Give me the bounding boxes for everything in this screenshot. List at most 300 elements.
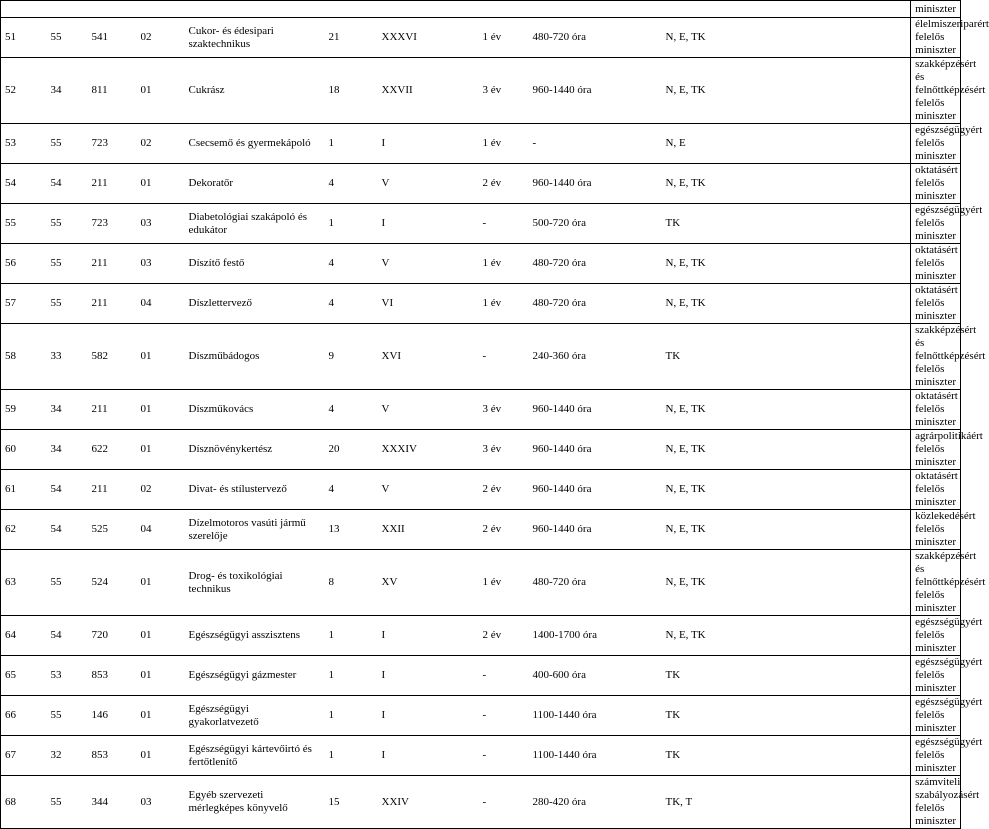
training-duration-cell [479, 244, 529, 284]
blank-cell-cell [771, 324, 911, 390]
training-duration: 3 év [482, 403, 502, 415]
code-part-1-cell [47, 244, 88, 284]
code-part-1-cell [47, 124, 88, 164]
blank-cell-cell [771, 430, 911, 470]
qualification-name: Diabetológiai szakápoló és edukátor [188, 210, 308, 236]
qualification-name: Díszlettervező [188, 297, 253, 309]
training-mode-cell [662, 616, 771, 656]
training-mode: N, E, TK [665, 257, 706, 269]
code-part-1: 53 [50, 669, 62, 681]
code-part-3-cell [137, 510, 185, 550]
code-part-3: 01 [140, 629, 152, 641]
code-part-3: 01 [140, 669, 152, 681]
sector-roman-numeral: XV [381, 576, 398, 588]
training-duration-cell [479, 430, 529, 470]
training-duration-cell [479, 164, 529, 204]
qualification-name-cell [185, 390, 325, 430]
qualification-name: Csecsemő és gyermekápoló [188, 137, 311, 149]
code-part-1: 55 [50, 31, 62, 43]
training-mode-cell [662, 18, 771, 58]
training-hours-cell [529, 204, 662, 244]
level-number: 20 [328, 443, 340, 455]
blank-cell-cell [771, 616, 911, 656]
code-part-3: 02 [140, 483, 152, 495]
code-part-1-cell [47, 470, 88, 510]
sector-roman-numeral: V [381, 403, 390, 415]
training-hours-cell [529, 324, 662, 390]
training-duration-cell [479, 58, 529, 124]
training-duration-cell [479, 550, 529, 616]
level-number: 1 [328, 629, 334, 641]
level-number-cell [325, 324, 378, 390]
training-mode-cell [662, 656, 771, 696]
code-part-2: 211 [91, 483, 108, 495]
training-duration: 2 év [482, 629, 502, 641]
training-mode-cell [662, 470, 771, 510]
training-hours: 960-1440 óra [532, 443, 592, 455]
code-part-3: 01 [140, 84, 152, 96]
sector-roman-numeral-cell [378, 204, 479, 244]
qualification-name: Díszműbádogos [188, 350, 260, 362]
level-number: 4 [328, 257, 334, 269]
responsible-minister: szakképzésért és felnőttképzésért felelős miniszter [915, 550, 986, 614]
training-hours: 1400-1700 óra [532, 629, 597, 641]
code-part-1: 54 [50, 483, 62, 495]
table-row [1, 616, 961, 656]
level-number-cell [325, 550, 378, 616]
code-part-3: 01 [140, 177, 152, 189]
row-number: 54 [5, 177, 16, 189]
training-mode: TK [665, 709, 681, 721]
continuation-blank-cell [1, 1, 911, 18]
qualification-name-cell [185, 430, 325, 470]
code-part-2-cell [88, 616, 137, 656]
code-part-3-cell [137, 550, 185, 616]
table-row [1, 284, 961, 324]
row-number-cell [1, 510, 47, 550]
row-number: 55 [5, 217, 16, 229]
training-duration: 1 év [482, 137, 502, 149]
code-part-1-cell [47, 656, 88, 696]
row-number: 57 [5, 297, 16, 309]
blank-cell-cell [771, 696, 911, 736]
level-number-cell [325, 776, 378, 829]
blank-cell-cell [771, 776, 911, 829]
code-part-2-cell [88, 736, 137, 776]
qualification-name-cell [185, 550, 325, 616]
code-part-3: 03 [140, 795, 152, 808]
code-part-2-cell [88, 510, 137, 550]
training-hours-cell [529, 696, 662, 736]
training-duration-cell [479, 470, 529, 510]
code-part-2-cell [88, 550, 137, 616]
sector-roman-numeral-cell [378, 284, 479, 324]
level-number: 1 [328, 217, 334, 229]
training-mode-cell [662, 284, 771, 324]
level-number-cell [325, 164, 378, 204]
code-part-3: 01 [140, 576, 152, 588]
sector-roman-numeral-cell [378, 244, 479, 284]
qualification-name-cell [185, 656, 325, 696]
code-part-3: 01 [140, 443, 152, 455]
table-row [1, 550, 961, 616]
training-hours-cell [529, 510, 662, 550]
table-row [1, 696, 961, 736]
code-part-1: 55 [50, 795, 62, 808]
table-row [1, 656, 961, 696]
code-part-2: 723 [91, 137, 108, 149]
training-mode-cell [662, 776, 771, 829]
training-duration: - [482, 795, 487, 808]
table-row [1, 244, 961, 284]
responsible-minister: számviteli szabályozásért felelős miniszter [915, 776, 980, 827]
responsible-minister-cell [911, 284, 961, 324]
training-mode: N, E, TK [665, 31, 706, 43]
level-number: 1 [328, 137, 334, 149]
level-number-cell [325, 58, 378, 124]
code-part-3-cell [137, 18, 185, 58]
table-row [1, 470, 961, 510]
sector-roman-numeral-cell [378, 550, 479, 616]
level-number: 4 [328, 297, 334, 309]
code-part-3: 02 [140, 31, 152, 43]
code-part-2-cell [88, 776, 137, 829]
qualification-name-cell [185, 776, 325, 829]
code-part-3-cell [137, 124, 185, 164]
training-hours-cell [529, 390, 662, 430]
training-mode-cell [662, 244, 771, 284]
qualification-name: Egészségügyi asszisztens [188, 629, 300, 641]
table-row [1, 58, 961, 124]
level-number-cell [325, 736, 378, 776]
code-part-3-cell [137, 776, 185, 829]
row-number-cell [1, 470, 47, 510]
table-row [1, 204, 961, 244]
blank-cell-cell [771, 284, 911, 324]
training-hours-cell [529, 124, 662, 164]
continuation-minister-cell [911, 1, 961, 18]
row-number-cell [1, 390, 47, 430]
responsible-minister-cell [911, 244, 961, 284]
responsible-minister: egészségügyért felelős miniszter [915, 616, 983, 654]
responsible-minister: egészségügyért felelős miniszter [915, 736, 983, 774]
responsible-minister-cell [911, 510, 976, 550]
training-hours: 500-720 óra [532, 217, 586, 229]
responsible-minister-cell [911, 390, 961, 430]
level-number: 21 [328, 31, 340, 43]
level-number-cell [325, 284, 378, 324]
code-part-2: 211 [91, 403, 108, 415]
code-part-2: 811 [91, 84, 108, 96]
qualification-name-cell [185, 284, 325, 324]
training-duration: - [482, 709, 487, 721]
row-number-cell [1, 656, 47, 696]
training-hours-cell [529, 616, 662, 656]
table-row [1, 164, 961, 204]
table-row [1, 510, 961, 550]
code-part-3: 04 [140, 297, 152, 309]
code-part-2-cell [88, 244, 137, 284]
training-mode: N, E, TK [665, 297, 706, 309]
level-number: 15 [328, 795, 340, 808]
level-number-cell [325, 430, 378, 470]
code-part-2: 541 [91, 31, 108, 43]
responsible-minister-cell [911, 430, 983, 470]
level-number: 4 [328, 177, 334, 189]
sector-roman-numeral-cell [378, 390, 479, 430]
training-hours: 1100-1440 óra [532, 749, 597, 761]
training-duration-cell [479, 656, 529, 696]
training-duration: 3 év [482, 84, 502, 96]
qualification-name: Dísznövénykertész [188, 443, 273, 455]
code-part-1-cell [47, 284, 88, 324]
responsible-minister: oktatásért felelős miniszter [915, 470, 958, 508]
qualification-name-cell [185, 124, 325, 164]
level-number-cell [325, 390, 378, 430]
training-hours: 480-720 óra [532, 576, 586, 588]
table-row [1, 124, 961, 164]
code-part-2-cell [88, 204, 137, 244]
training-mode: N, E, TK [665, 443, 706, 455]
training-duration: - [482, 217, 487, 229]
training-duration: 1 év [482, 31, 502, 43]
level-number-cell [325, 616, 378, 656]
training-hours-cell [529, 430, 662, 470]
responsible-minister: oktatásért felelős miniszter [915, 390, 958, 428]
training-duration: - [482, 749, 487, 761]
training-mode-cell [662, 124, 771, 164]
qualification-name-cell [185, 510, 325, 550]
code-part-1: 54 [50, 523, 62, 535]
row-number: 64 [5, 629, 16, 641]
responsible-minister-cell [911, 550, 986, 616]
training-hours: 480-720 óra [532, 257, 586, 269]
sector-roman-numeral-cell [378, 656, 479, 696]
row-number: 63 [5, 576, 16, 588]
code-part-1-cell [47, 776, 88, 829]
code-part-1: 33 [50, 350, 62, 362]
code-part-3-cell [137, 616, 185, 656]
code-part-3-cell [137, 58, 185, 124]
code-part-2-cell [88, 656, 137, 696]
table-row [1, 390, 961, 430]
continuation-minister-text: miniszter [915, 2, 956, 15]
code-part-1-cell [47, 18, 88, 58]
training-mode: N, E, TK [665, 84, 706, 96]
code-part-1: 34 [50, 443, 62, 455]
code-part-2-cell [88, 324, 137, 390]
code-part-3-cell [137, 284, 185, 324]
code-part-3-cell [137, 470, 185, 510]
row-number: 53 [5, 137, 16, 149]
code-part-2: 622 [91, 443, 108, 455]
responsible-minister-cell [911, 324, 986, 390]
responsible-minister: oktatásért felelős miniszter [915, 164, 958, 202]
training-hours-cell [529, 284, 662, 324]
sector-roman-numeral: I [381, 137, 386, 149]
code-part-1-cell [47, 510, 88, 550]
training-duration-cell [479, 696, 529, 736]
code-part-2: 723 [91, 217, 108, 229]
code-part-2: 211 [91, 257, 108, 269]
training-mode: TK [665, 749, 681, 761]
responsible-minister-cell [911, 616, 983, 656]
training-mode-cell [662, 58, 771, 124]
code-part-3: 03 [140, 217, 152, 229]
code-part-1-cell [47, 550, 88, 616]
sector-roman-numeral: XXII [381, 523, 405, 535]
code-part-2-cell [88, 696, 137, 736]
training-mode: N, E, TK [665, 629, 706, 641]
blank-cell-cell [771, 656, 911, 696]
training-duration-cell [479, 18, 529, 58]
row-number-cell [1, 58, 47, 124]
code-part-2: 525 [91, 523, 108, 535]
sector-roman-numeral-cell [378, 58, 479, 124]
code-part-2-cell [88, 430, 137, 470]
training-hours-cell [529, 18, 662, 58]
row-number: 56 [5, 257, 16, 269]
code-part-1-cell [47, 58, 88, 124]
code-part-2: 582 [91, 350, 108, 362]
code-part-3-cell [137, 656, 185, 696]
level-number-cell [325, 18, 378, 58]
code-part-3: 01 [140, 403, 152, 415]
row-number-cell [1, 550, 47, 616]
level-number-cell [325, 124, 378, 164]
training-duration-cell [479, 776, 529, 829]
sector-roman-numeral-cell [378, 324, 479, 390]
code-part-1-cell [47, 696, 88, 736]
level-number: 4 [328, 483, 334, 495]
code-part-2: 853 [91, 749, 108, 761]
responsible-minister-cell [911, 696, 983, 736]
qualification-name: Cukor- és édesipari szaktechnikus [188, 24, 274, 50]
sector-roman-numeral: I [381, 709, 386, 721]
responsible-minister-cell [911, 124, 983, 164]
responsible-minister-cell [911, 18, 989, 58]
sector-roman-numeral: I [381, 749, 386, 761]
training-mode: N, E, TK [665, 177, 706, 189]
responsible-minister-cell [911, 470, 961, 510]
code-part-3-cell [137, 390, 185, 430]
sector-roman-numeral-cell [378, 18, 479, 58]
responsible-minister: közlekedésért felelős miniszter [915, 510, 976, 548]
row-number-cell [1, 284, 47, 324]
responsible-minister: oktatásért felelős miniszter [915, 244, 958, 282]
sector-roman-numeral: XXIV [381, 795, 409, 808]
qualification-name: Cukrász [188, 84, 225, 96]
row-number-cell [1, 696, 47, 736]
level-number-cell [325, 470, 378, 510]
code-part-3-cell [137, 164, 185, 204]
level-number-cell [325, 696, 378, 736]
blank-cell-cell [771, 244, 911, 284]
row-number-cell [1, 616, 47, 656]
training-hours-cell [529, 164, 662, 204]
training-duration: 3 év [482, 443, 502, 455]
training-hours-cell [529, 776, 662, 829]
row-number: 67 [5, 749, 16, 761]
table-row [1, 18, 961, 58]
row-number: 62 [5, 523, 16, 535]
code-part-3-cell [137, 430, 185, 470]
qualification-name: Egyéb szervezeti mérlegképes könyvelő [188, 789, 288, 814]
responsible-minister-cell [911, 656, 983, 696]
qualification-name: Dízelmotoros vasúti jármű szerelője [188, 516, 306, 542]
code-part-1: 34 [50, 84, 62, 96]
level-number: 8 [328, 576, 334, 588]
training-hours-cell [529, 736, 662, 776]
code-part-1: 55 [50, 137, 62, 149]
blank-cell-cell [771, 390, 911, 430]
training-mode-cell [662, 164, 771, 204]
code-part-1: 55 [50, 297, 62, 309]
responsible-minister: agrárpolitikáért felelős miniszter [915, 430, 983, 468]
training-mode: TK [665, 350, 681, 362]
training-mode-cell [662, 204, 771, 244]
sector-roman-numeral-cell [378, 510, 479, 550]
sector-roman-numeral-cell [378, 430, 479, 470]
training-duration-cell [479, 284, 529, 324]
qualification-name-cell [185, 470, 325, 510]
qualification-name-cell [185, 18, 325, 58]
training-mode: TK [665, 217, 681, 229]
training-hours-cell [529, 470, 662, 510]
code-part-2: 146 [91, 709, 108, 721]
blank-cell-cell [771, 470, 911, 510]
sector-roman-numeral-cell [378, 470, 479, 510]
responsible-minister: egészségügyért felelős miniszter [915, 124, 983, 162]
blank-cell-cell [771, 550, 911, 616]
training-duration: 1 év [482, 257, 502, 269]
responsible-minister: élelmiszeriparért felelős miniszter [915, 18, 989, 56]
responsible-minister: oktatásért felelős miniszter [915, 284, 958, 322]
row-number-cell [1, 244, 47, 284]
sector-roman-numeral: XVI [381, 350, 402, 362]
sector-roman-numeral: V [381, 257, 390, 269]
row-number: 60 [5, 443, 16, 455]
code-part-1: 55 [50, 709, 62, 721]
code-part-2-cell [88, 124, 137, 164]
training-hours: 1100-1440 óra [532, 709, 597, 721]
row-number: 58 [5, 350, 16, 362]
code-part-1-cell [47, 616, 88, 656]
training-duration: 2 év [482, 483, 502, 495]
code-part-3-cell [137, 324, 185, 390]
code-part-3: 01 [140, 709, 152, 721]
training-hours: 280-420 óra [532, 795, 586, 808]
training-hours: 960-1440 óra [532, 483, 592, 495]
continuation-row [1, 1, 961, 18]
training-mode: N, E [665, 137, 686, 149]
code-part-2: 853 [91, 669, 108, 681]
sector-roman-numeral-cell [378, 164, 479, 204]
qualification-name-cell [185, 324, 325, 390]
table-row [1, 430, 961, 470]
qualification-name: Egészségügyi gyakorlatvezető [188, 702, 259, 728]
row-number-cell [1, 430, 47, 470]
sector-roman-numeral: VI [381, 297, 394, 309]
qualification-name-cell [185, 616, 325, 656]
code-part-3: 01 [140, 350, 152, 362]
training-duration: - [482, 350, 487, 362]
training-duration: 2 év [482, 523, 502, 535]
training-mode: N, E, TK [665, 403, 706, 415]
level-number: 18 [328, 84, 340, 96]
training-duration: - [482, 669, 487, 681]
code-part-1-cell [47, 164, 88, 204]
